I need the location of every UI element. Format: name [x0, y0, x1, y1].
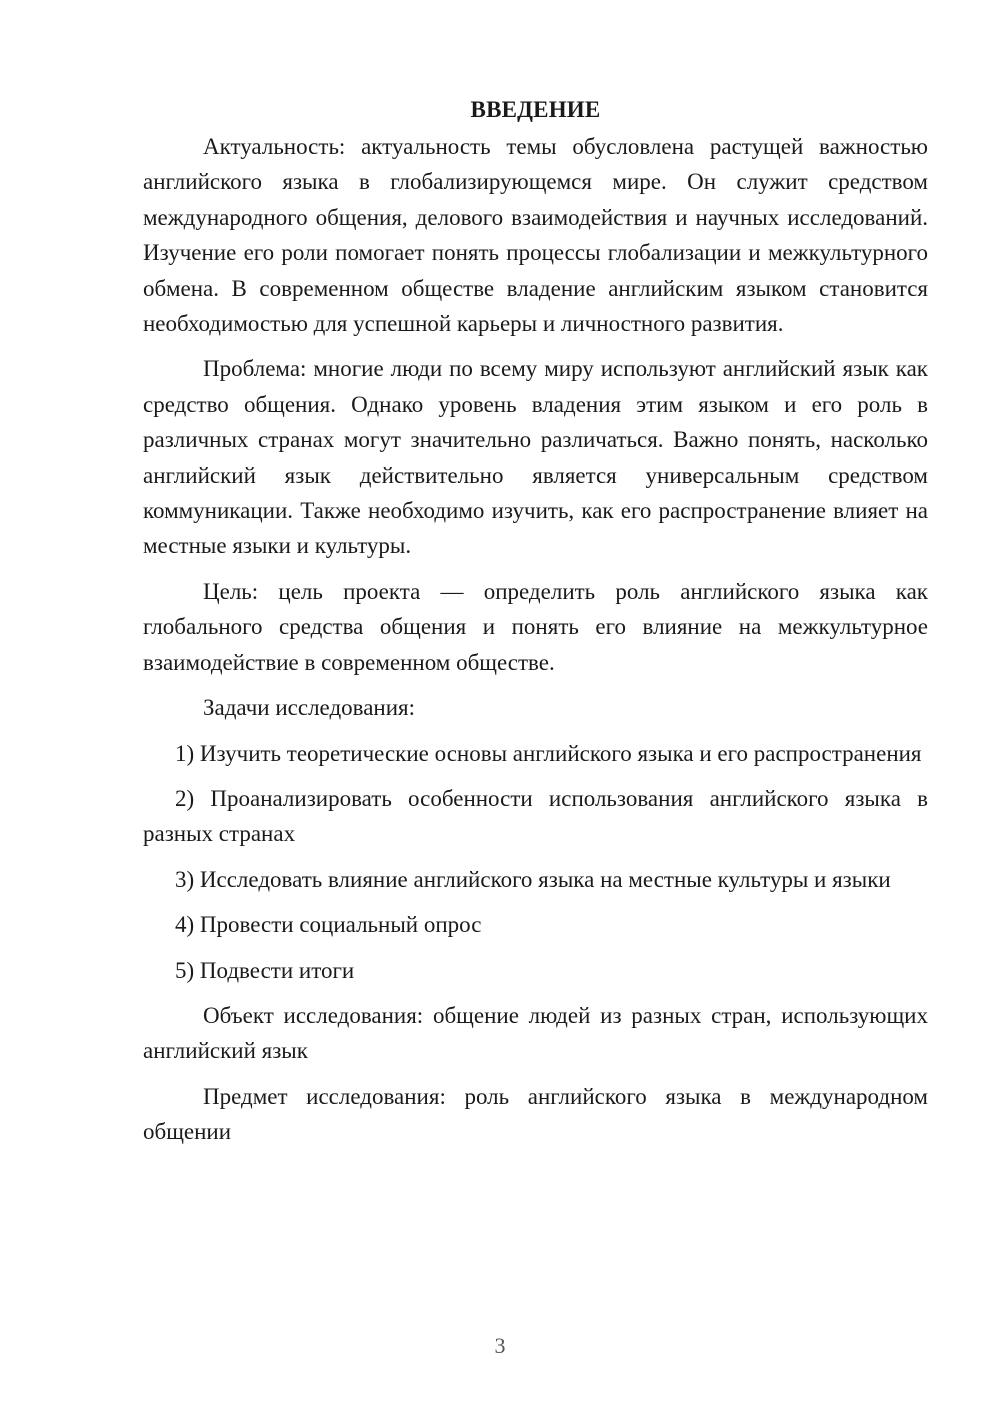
paragraph-object: Объект исследования: общение людей из разных стран, использующих английский язык [143, 1002, 928, 1064]
paragraph-subject: Предмет исследования: роль английского языка в международном общении [143, 1083, 928, 1145]
task-item-2: 2) Проанализировать особенности использования английского языка в разных странах [143, 785, 928, 847]
task-item-4: 4) Провести социальный опрос [175, 912, 482, 938]
paragraph-goal: Цель: цель проекта — определить роль английского языка как глобального средства общения и понять его влияние на межкультурное взаимодействие в современном обществе. [143, 578, 928, 675]
paragraph-relevance: Актуальность: актуальность темы обусловлена растущей важностью английского языка в глобализирующемся мире. Он служит средством международного общения, делового взаимодействия и научных исследований. Изучение его роли помогает понять процессы глобализации и межкультурного обмена. В современном обществе владение английским языком становится необходимостью для успешной карьеры и личностного развития. [143, 134, 928, 337]
tasks-heading: Задачи исследования: [203, 695, 416, 721]
paragraph-problem: Проблема: многие люди по всему миру используют английский язык как средство общения. Однако уровень владения этим языком и его роль в различных странах могут значительно различаться. Важно понять, насколько английский язык действительно является универсальным средством коммуникации. Также необходимо изучить, как его распространение влияет на местные языки и культуры. [143, 356, 928, 559]
document-page [143, 92, 928, 1150]
page-number: 3 [494, 1333, 506, 1358]
task-item-3: 3) Исследовать влияние английского языка на местные культуры и языки [175, 866, 891, 892]
task-item-5: 5) Подвести итоги [175, 957, 355, 983]
page-title: ВВЕДЕНИЕ [470, 97, 601, 122]
tasks-list [143, 736, 928, 988]
task-item-1: 1) Изучить теоретические основы английского языка и его распространения [175, 740, 922, 766]
